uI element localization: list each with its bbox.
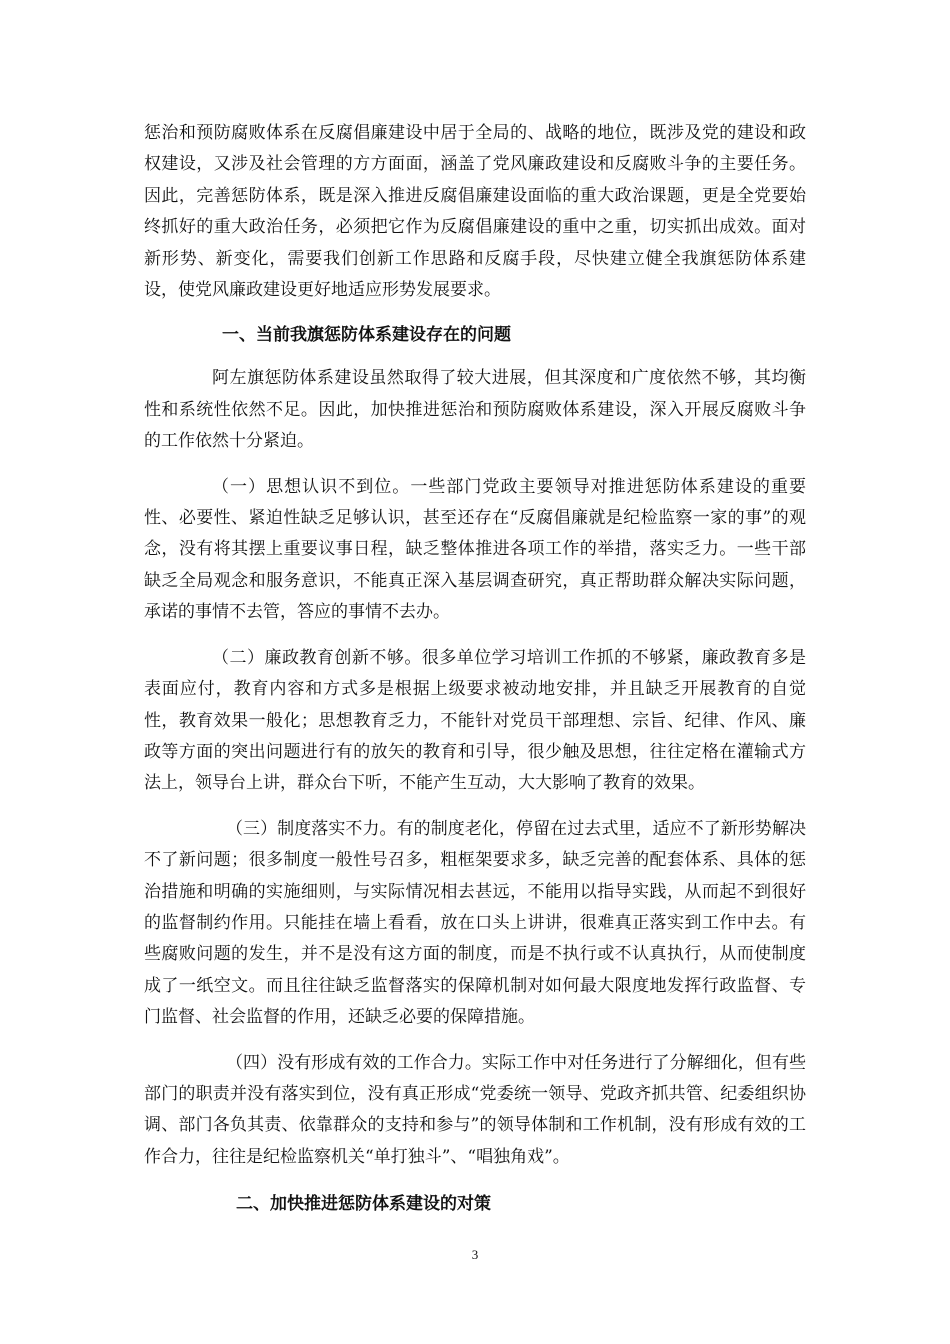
page-number: 3	[471, 1247, 479, 1262]
section-heading-2: 二、加快推进惩防体系建设的对策	[236, 1194, 491, 1215]
problem-item-1-paragraph: （一）思想认识不到位。一些部门党政主要领导对推进惩防体系建设的重要性、必要性、紧迫性缺乏足够认识，甚至还存在“反腐倡廉就是纪检监察一家的事”的观念，没有将其摆上重要议事日程，缺乏整体推进各项工作的举措，落实乏力。一些干部缺乏全局观念和服务意识，不能真正深入基层调查研究，真正帮助群众解决实际问题，承诺的事情不去管，答应的事情不去办。	[144, 476, 806, 623]
problem-item-2-paragraph: （二）廉政教育创新不够。很多单位学习培训工作抓的不够紧，廉政教育多是表面应付，教育内容和方式多是根据上级要求被动地安排，并且缺乏开展教育的自觉性，教育效果一般化；思想教育乏力，不能针对党员干部理想、宗旨、纪律、作风、廉政等方面的突出问题进行有的放矢的教育和引导，很少触及思想，往往定格在灌输式方法上，领导台上讲，群众台下听，不能产生互动，大大影响了教育的效果。	[144, 647, 806, 794]
document-body	[144, 118, 806, 1220]
section-heading-1: 一、当前我旗惩防体系建设存在的问题	[222, 325, 511, 346]
problem-item-4-paragraph: （四）没有形成有效的工作合力。实际工作中对任务进行了分解细化，但有些部门的职责并没有落实到位，没有真正形成“党委统一领导、党政齐抓共管、纪委组织协调、部门各负其责、依靠群众的支持和参与”的领导体制和工作机制，没有形成有效的工作合力，往往是纪检监察机关“单打独斗”、“唱独角戏”。	[144, 1052, 806, 1167]
section-1-intro-paragraph: 阿左旗惩防体系建设虽然取得了较大进展，但其深度和广度依然不够，其均衡性和系统性依然不足。因此，加快推进惩治和预防腐败体系建设，深入开展反腐败斗争的工作依然十分紧迫。	[144, 368, 806, 452]
intro-paragraph: 惩治和预防腐败体系在反腐倡廉建设中居于全局的、战略的地位，既涉及党的建设和政权建设，又涉及社会管理的方方面面，涵盖了党风廉政建设和反腐败斗争的主要任务。因此，完善惩防体系，既是深入推进反腐倡廉建设面临的重大政治课题，更是全党要始终抓好的重大政治任务，必须把它作为反腐倡廉建设的重中之重，切实抓出成效。面对新形势、新变化，需要我们创新工作思路和反腐手段，尽快建立健全我旗惩防体系建设，使党风廉政建设更好地适应形势发展要求。	[144, 123, 806, 301]
problem-item-3-paragraph: （三）制度落实不力。有的制度老化，停留在过去式里，适应不了新形势解决不了新问题；很多制度一般性号召多，粗框架要求多，缺乏完善的配套体系、具体的惩治措施和明确的实施细则，与实际情况相去甚远，不能用以指导实践，从而起不到很好的监督制约作用。只能挂在墙上看看，放在口头上讲讲，很难真正落实到工作中去。有些腐败问题的发生，并不是没有这方面的制度，而是不执行或不认真执行，从而使制度成了一纸空文。而且往往缺乏监督落实的保障机制对如何最大限度地发挥行政监督、专门监督、社会监督的作用，还缺乏必要的保障措施。	[144, 818, 806, 1028]
